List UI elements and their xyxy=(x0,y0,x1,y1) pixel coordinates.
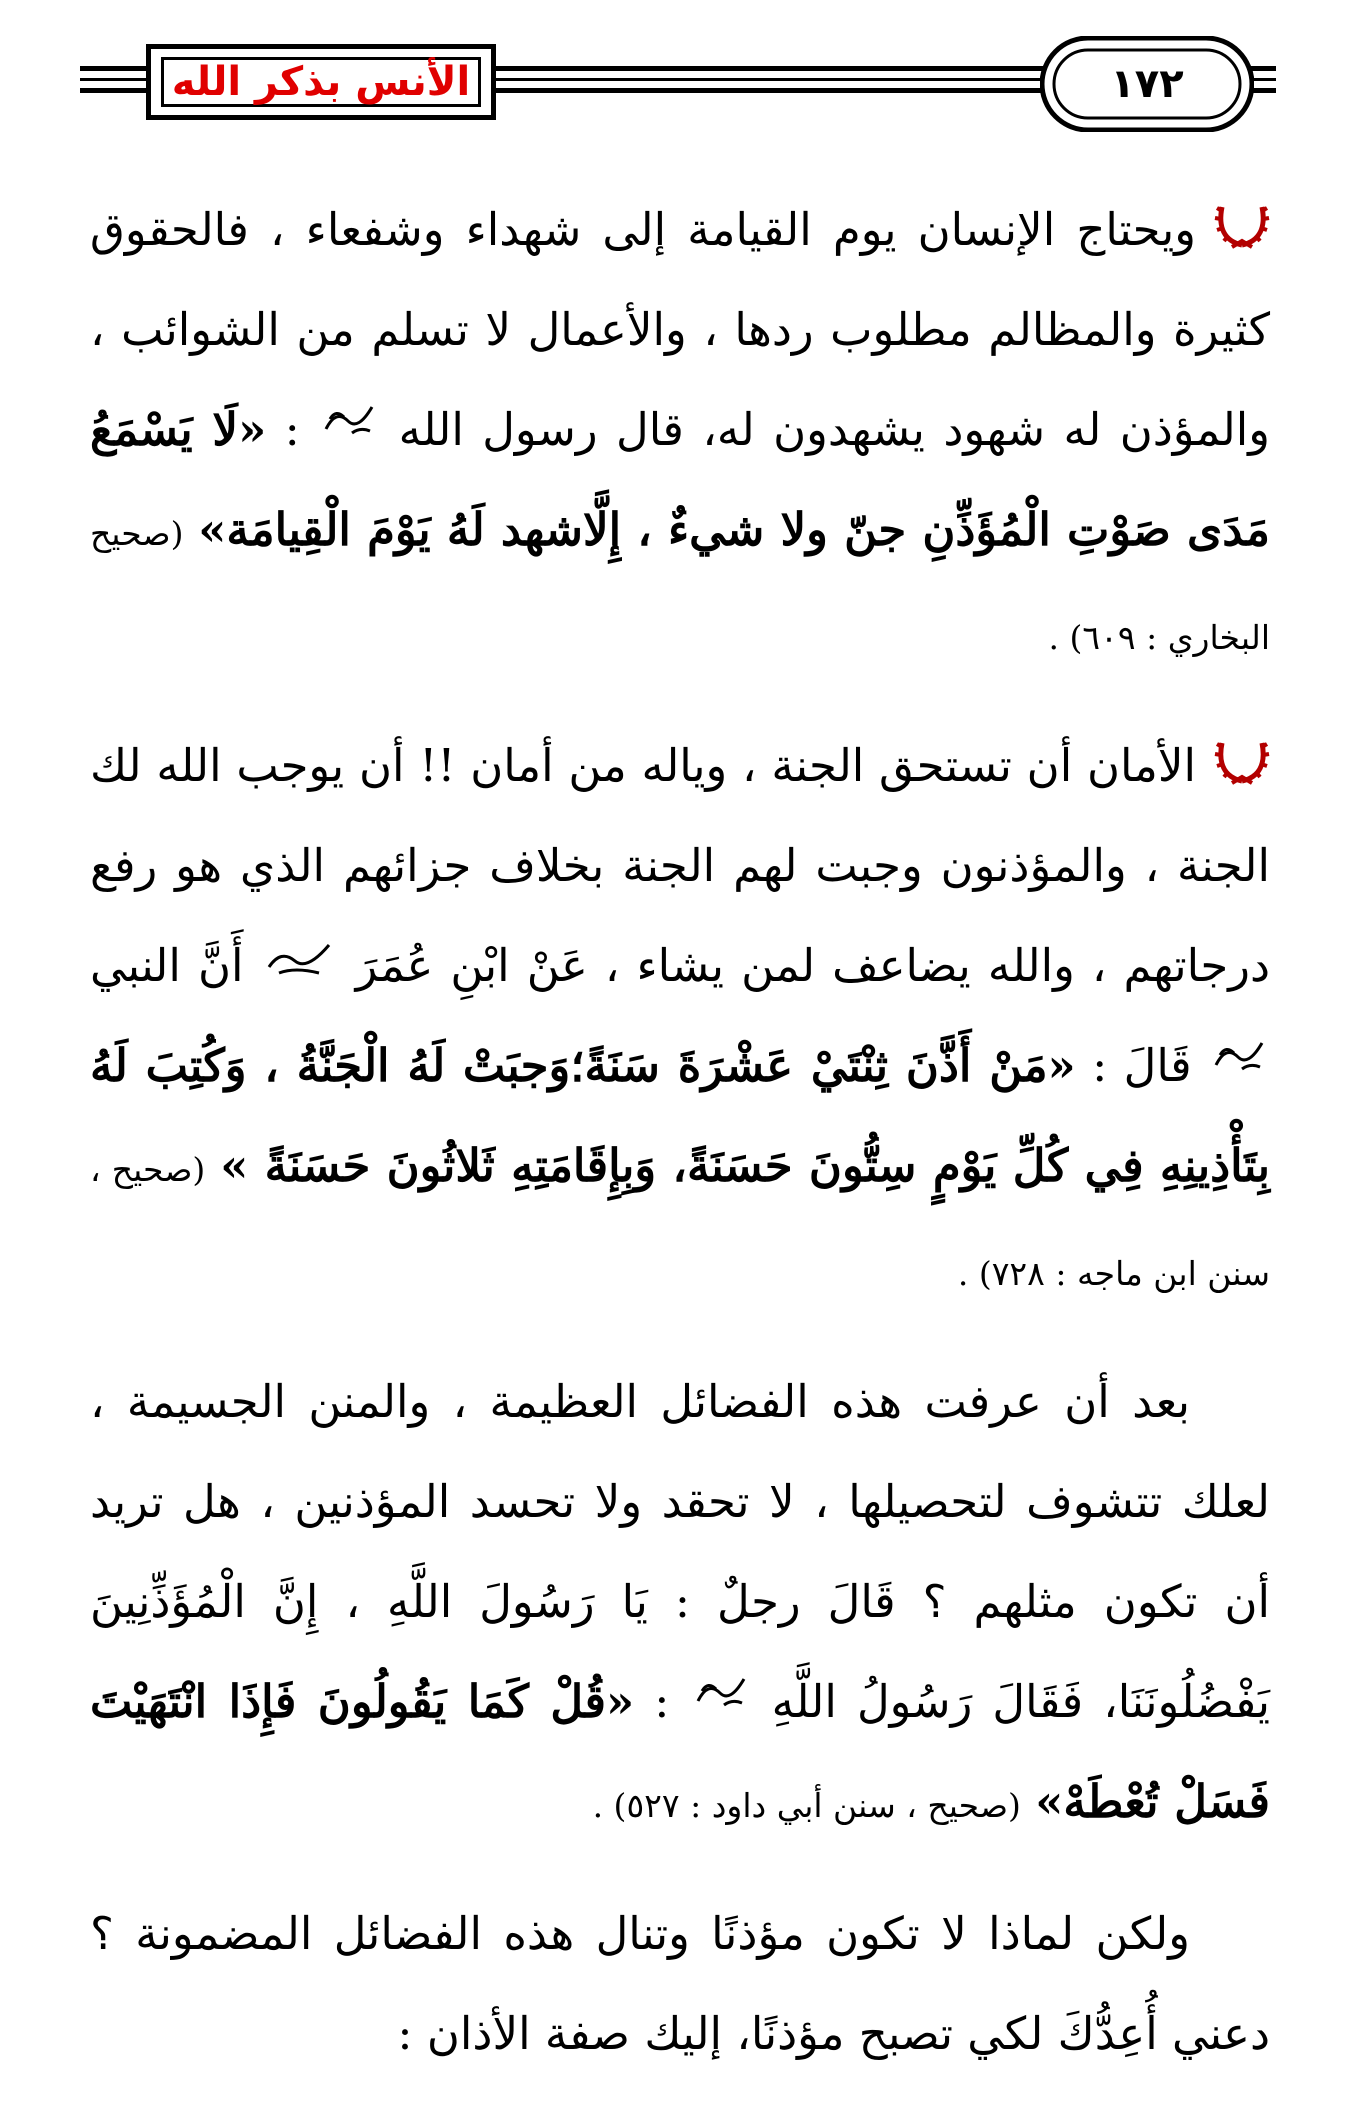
salawat-ligature-icon xyxy=(1212,1035,1266,1075)
paragraph-4 xyxy=(90,1884,1270,2084)
wreath-icon xyxy=(1214,733,1270,789)
salawat-ligature-icon xyxy=(322,399,376,439)
reference-3: (صحيح ، سنن أبي داود : ٥٢٧) . xyxy=(592,1786,1021,1825)
reference-1: (صحيح البخاري : ٦٠٩) . xyxy=(90,514,1270,657)
paragraph-2-middle: أَنَّ النبي xyxy=(90,939,244,992)
wreath-icon xyxy=(1214,197,1270,253)
paragraph-4-text: ولكن لماذا لا تكون مؤذنًا وتنال هذه الفضائل المضمونة ؟ دعني أُعِدُّكَ لكي تصبح مؤذنًا، إليك صفة الأذان : xyxy=(90,1907,1270,2060)
paragraph-3 xyxy=(90,1352,1270,1856)
paragraph-1 xyxy=(90,180,1270,688)
hadith-1: «لَا يَسْمَعُ مَدَى صَوْتِ الْمُؤَذِّنِ جنّ ولا شيءٌ ، إِلَّاشهد لَهُ يَوْمَ الْقِيامَة» xyxy=(90,403,1270,556)
paragraph-2-said: قَالَ : xyxy=(1092,1039,1192,1092)
paragraph-1-text: ويحتاج الإنسان يوم القيامة إلى شهداء وشفعاء ، فالحقوق كثيرة والمظالم مطلوب ردها ، والأعمال لا تسلم من الشوائب ، والمؤذن له شهود يشهدون له، قال رسول الله xyxy=(90,203,1270,456)
page-number: ١٧٢ xyxy=(1110,61,1184,107)
paragraph-1-colon: : xyxy=(284,403,300,456)
paragraph-2-text: الأمان أن تستحق الجنة ، وياله من أمان !! أن يوجب الله لك الجنة ، والمؤذنون وجبت لهم الجنة بخلاف جزائهم الذي هو رفع درجاتهم ، والله يضاعف لمن يشاء ، عَنْ ابْنِ عُمَرَ xyxy=(90,739,1270,992)
paragraph-3-text: بعد أن عرفت هذه الفضائل العظيمة ، والمنن الجسيمة ، لعلك تتشوف لتحصيلها ، لا تحقد ولا تحسد المؤذنين ، هل تريد أن تكون مثلهم ؟ قَالَ رجلٌ : يَا رَسُولَ اللَّهِ ، إِنَّ الْمُؤَذِّنِينَ يَفْضُلُونَنَا، فَقَالَ رَسُولُ اللَّهِ xyxy=(90,1375,1271,1728)
running-title: الأنس بذكر الله xyxy=(171,59,471,105)
radiallahu-anhuma-ligature-icon xyxy=(265,939,335,977)
hadith-2: «مَنْ أَذَّنَ ثِنْتَيْ عَشْرَةَ سَنَةً؛وَجبَتْ لَهُ الْجَنَّةُ ، وَكُتِبَ لَهُ بِتَأْذِينِهِ فِي كُلِّ يَوْمٍ سِتُّونَ حَسَنَةً، وَبِإِقَامَتِهِ ثَلاثُونَ حَسَنَةً » xyxy=(90,1039,1270,1192)
paragraph-2 xyxy=(90,716,1270,1324)
page-number-badge xyxy=(1040,36,1254,132)
reference-2: (صحيح ، سنن ابن ماجه : ٧٢٨) . xyxy=(90,1150,1270,1293)
running-title-box xyxy=(146,44,496,120)
paragraph-3-colon: : xyxy=(654,1675,670,1728)
page-header xyxy=(0,0,1356,140)
page-body xyxy=(90,180,1270,2112)
salawat-ligature-icon xyxy=(694,1671,748,1711)
hadith-3: «قُلْ كَمَا يَقُولُونَ فَإِذَا انْتَهَيْتَ فَسَلْ تُعْطَهْ» xyxy=(90,1675,1270,1828)
